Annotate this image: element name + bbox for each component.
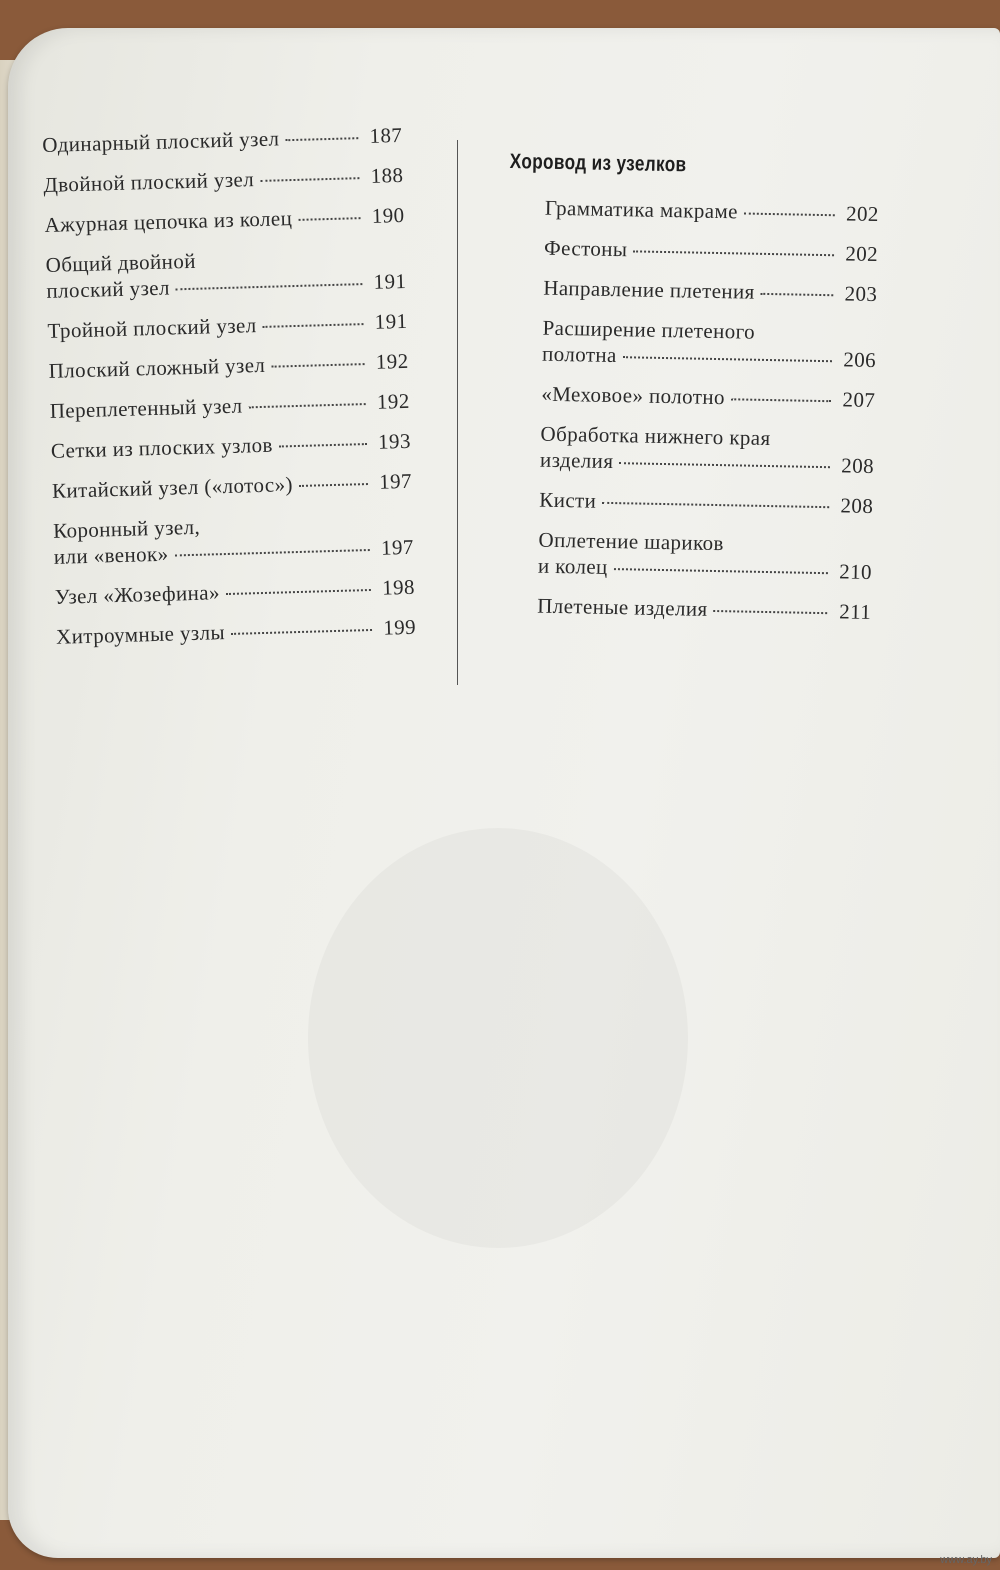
toc-page-number: 193 <box>377 428 412 454</box>
dot-leader <box>299 483 368 487</box>
dot-leader <box>713 610 827 614</box>
toc-entry-title: Тройной плоский узел <box>47 313 257 343</box>
toc-page-number: 202 <box>845 201 880 227</box>
toc-entry <box>44 202 405 238</box>
toc-entry-title: Кисти <box>539 487 597 513</box>
watermark: www.ay.by <box>940 1554 992 1566</box>
toc-page-number: 197 <box>380 534 415 560</box>
toc-entry-title: Направление плетения <box>543 275 755 304</box>
toc-entry <box>48 348 409 384</box>
toc-entry <box>52 468 413 504</box>
toc-entry-title: Плетеные изделия <box>537 593 708 621</box>
toc-entry-line <box>49 388 410 424</box>
toc-entry-line <box>52 468 413 504</box>
toc-page-number: 191 <box>374 308 408 334</box>
toc-entry-line <box>43 162 404 198</box>
toc-page-number: 199 <box>382 614 417 640</box>
toc-entry <box>53 508 414 570</box>
toc-entry <box>505 380 875 413</box>
toc-entry <box>45 242 406 304</box>
toc-entry-line <box>51 428 412 464</box>
toc-page-number: 208 <box>840 493 874 519</box>
toc-entry-title: Общий двойной <box>45 248 197 277</box>
dot-leader <box>623 356 832 362</box>
toc-entry-title: плоский узел <box>46 275 171 303</box>
toc-page-number: 210 <box>839 559 873 585</box>
toc-entry-title: Плоский сложный узел <box>48 352 266 383</box>
toc-entry-line <box>55 574 416 610</box>
dot-leader <box>744 213 835 217</box>
toc-page-number: 203 <box>844 281 878 307</box>
toc-page-number: 202 <box>845 241 879 267</box>
dot-leader <box>248 403 365 408</box>
dot-leader <box>271 363 364 368</box>
toc-entry-line <box>545 195 879 227</box>
toc-entry-title: Китайский узел («лотос») <box>51 472 294 503</box>
dot-leader <box>602 502 829 508</box>
toc-page-number: 192 <box>376 388 410 414</box>
dot-leader <box>614 568 828 574</box>
column-divider <box>457 140 458 685</box>
toc-entry-line <box>544 235 878 267</box>
dot-leader <box>633 250 834 256</box>
dot-leader <box>761 293 834 296</box>
toc-entry-title: и колец <box>537 553 608 579</box>
dot-leader <box>298 217 360 221</box>
toc-entry-title: Ажурная цепочка из колец <box>44 206 293 237</box>
toc-entry <box>508 234 878 267</box>
toc-entry-line <box>540 447 874 479</box>
toc-entry-title: Коронный узел, <box>52 514 201 543</box>
toc-page-number: 206 <box>843 347 877 373</box>
toc-page-number: 190 <box>371 202 405 228</box>
toc-entry-line <box>56 614 417 650</box>
toc-entry <box>43 162 404 198</box>
toc-entry-line <box>537 593 871 625</box>
dot-leader <box>176 283 363 290</box>
dot-leader <box>231 629 372 635</box>
toc-entry <box>509 194 879 227</box>
toc-entry-title: Одинарный плоский узел <box>42 126 280 157</box>
toc-entry-title: Грамматика макраме <box>544 195 739 224</box>
toc-entry-line <box>44 202 405 238</box>
dot-leader <box>619 462 830 468</box>
toc-entry-title: Переплетенный узел <box>49 393 243 423</box>
toc-entry-line <box>48 348 409 384</box>
toc-entry-title: или «венок» <box>53 541 169 569</box>
toc-entry-title: Расширение плетеного <box>542 315 756 344</box>
dot-leader <box>175 549 370 556</box>
toc-entry <box>504 420 875 479</box>
toc-entry <box>55 574 416 610</box>
toc-entry-line <box>541 381 875 413</box>
section-title: Хоровод из узелков <box>509 150 687 177</box>
toc-entry-title: изделия <box>539 447 614 474</box>
dot-leader <box>226 589 371 595</box>
toc-page-number: 192 <box>375 348 409 374</box>
toc-entry <box>502 526 873 585</box>
toc-entry <box>507 274 877 307</box>
toc-entry-title: Обработка нижнего края <box>540 421 771 451</box>
toc-page-number: 208 <box>841 453 875 479</box>
toc-entry-title: Фестоны <box>543 235 628 262</box>
toc-entry <box>56 614 417 650</box>
toc-entry <box>503 486 873 519</box>
toc-entry-line <box>539 487 873 519</box>
toc-page-number: 187 <box>369 122 403 148</box>
toc-page-number: 188 <box>370 162 404 188</box>
dot-leader <box>285 137 358 141</box>
toc-entry-line <box>538 553 872 585</box>
page-shadow <box>308 828 688 1248</box>
toc-entry <box>47 308 408 344</box>
toc-page-number: 207 <box>842 387 876 413</box>
toc-page-number: 191 <box>373 268 407 294</box>
toc-entry <box>506 314 877 373</box>
toc-entry-title: Узел «Жозефина» <box>54 580 221 609</box>
toc-entry-title: Сетки из плоских узлов <box>50 432 274 463</box>
toc-entry-title: Оплетение шариков <box>538 527 725 556</box>
toc-entry-line <box>543 275 877 307</box>
dot-leader <box>260 177 359 182</box>
toc-right-entries <box>501 194 879 625</box>
toc-entry-line <box>542 341 876 373</box>
toc-left-column <box>42 122 417 664</box>
toc-entry-title: «Меховое» полотно <box>541 381 726 410</box>
dot-leader <box>731 398 831 402</box>
toc-entry <box>51 428 412 464</box>
toc-page-number: 211 <box>839 599 872 625</box>
toc-entry-line <box>47 308 408 344</box>
dot-leader <box>279 443 367 447</box>
toc-page-number: 197 <box>378 468 413 494</box>
toc-entry <box>501 592 871 625</box>
dot-leader <box>263 323 364 328</box>
toc-entry <box>49 388 410 424</box>
toc-entry-title: Хитроумные узлы <box>55 620 226 649</box>
toc-page-number: 198 <box>381 574 416 600</box>
toc-right-column <box>501 150 880 639</box>
toc-entry-title: полотна <box>541 341 618 368</box>
toc-entry-title: Двойной плоский узел <box>43 167 255 197</box>
